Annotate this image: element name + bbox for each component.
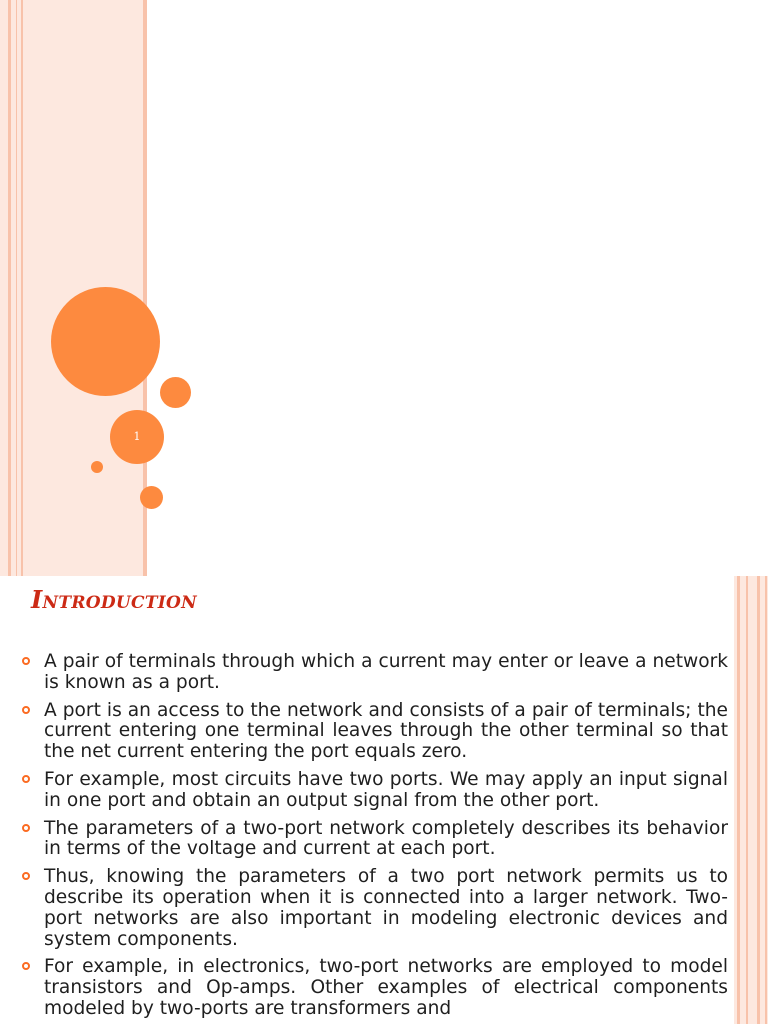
bullet-circle-icon: [22, 872, 30, 880]
tiny-decorative-circle: [91, 461, 103, 473]
bullet-item: [22, 819, 728, 861]
bullet-text: Thus, knowing the parameters of a two port network permits us to describe its operation when it is connected into a larger network. Two-port networks are also important in modeling electronic devices and system components.: [44, 866, 728, 950]
bullet-circle-icon: [22, 657, 30, 665]
bullet-text: A pair of terminals through which a current may enter or leave a network is known as a port.: [44, 651, 728, 693]
bullet-item: [22, 867, 728, 950]
accent-line: [746, 576, 748, 1024]
bullet-item: [22, 957, 728, 1019]
large-decorative-circle: [51, 287, 160, 396]
bullet-circle-icon: [22, 962, 30, 970]
bullet-circle-icon: [22, 775, 30, 783]
bullet-circle-icon: [22, 706, 30, 714]
accent-line: [21, 0, 23, 576]
slide-title: Introduction: [31, 585, 198, 614]
introduction-slide: [0, 576, 768, 1024]
bullet-item: [22, 652, 728, 694]
bullet-text: The parameters of a two-port network completely describes its behavior in terms of the voltage and current at each port.: [44, 817, 728, 860]
slide-number: 1: [133, 430, 141, 443]
bullet-text: A port is an access to the network and consists of a pair of terminals; the current entering one terminal leaves through the other terminal so that the net current entering the port equals zero.: [44, 699, 728, 763]
accent-line: [16, 0, 17, 576]
small-decorative-circle: [160, 377, 191, 408]
small-decorative-circle: [140, 486, 163, 509]
bullet-item: [22, 701, 728, 763]
accent-line: [765, 576, 767, 1024]
bullet-list: [22, 652, 728, 1024]
accent-line: [8, 0, 11, 576]
bullet-text: For example, in electronics, two-port networks are employed to model transistors and Op-amps. Other examples of electrical components modeled by two-ports are transformers and: [44, 956, 728, 1019]
bullet-circle-icon: [22, 824, 30, 832]
bullet-item: [22, 770, 728, 812]
bullet-text: For example, most circuits have two ports. We may apply an input signal in one port and obtain an output signal from the other port.: [44, 768, 728, 811]
accent-line: [737, 576, 740, 1024]
accent-line: [757, 576, 760, 1024]
